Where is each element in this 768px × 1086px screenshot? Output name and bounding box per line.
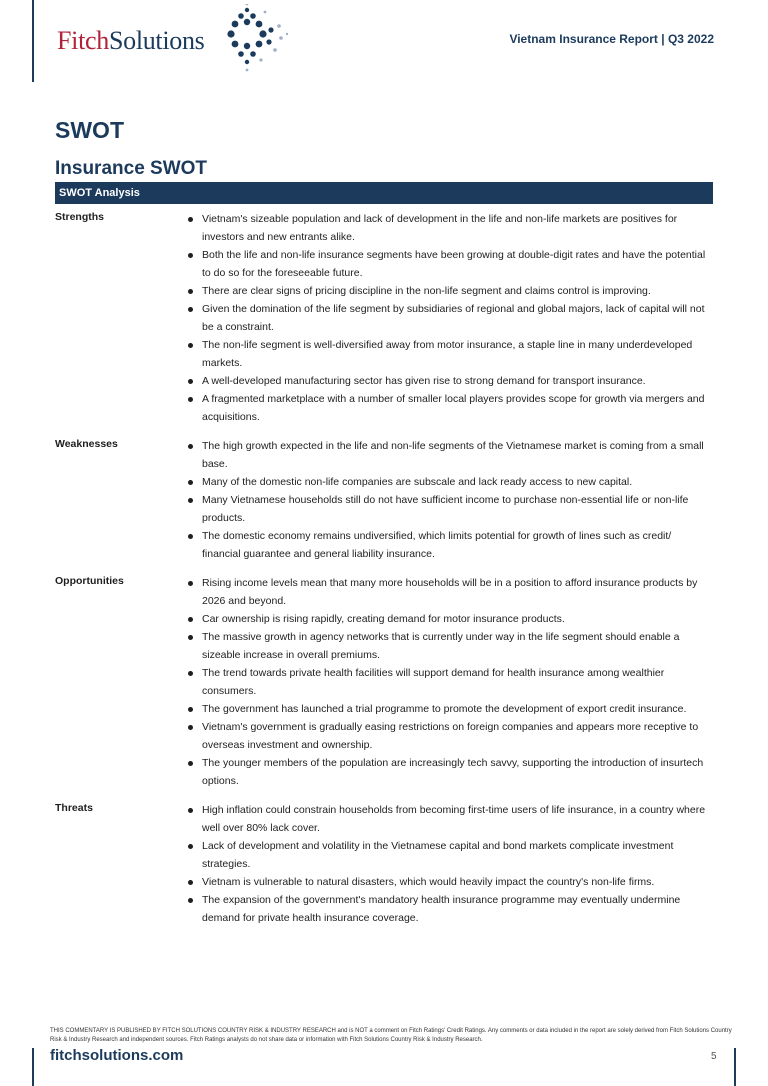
bullet-list xyxy=(187,574,707,790)
bullet-item xyxy=(187,610,707,628)
bullet-text: A fragmented marketplace with a number of smaller local players provides scope for growth via mergers and acquisitions. xyxy=(202,393,705,423)
bullet-text: Both the life and non-life insurance segments have been growing at double-digit rates and have the potential to do so for the foreseeable future. xyxy=(202,249,706,279)
bullet-item xyxy=(187,574,707,610)
left-edge-rule-top xyxy=(32,0,34,82)
dot-cluster-icon xyxy=(207,4,297,84)
swot-section-strengths xyxy=(55,210,715,426)
bullet-list xyxy=(187,437,707,563)
bullet-item xyxy=(187,837,707,873)
bullet-text: Lack of development and volatility in the Vietnamese capital and bond markets complicate investment strategies. xyxy=(202,840,674,870)
bullet-text: Vietnam's government is gradually easing restrictions on foreign companies and appears more receptive to overseas investment and ownership. xyxy=(202,721,699,751)
bullet-item xyxy=(187,473,707,491)
logo-solutions-text: Solutions xyxy=(108,26,205,55)
section-label: Opportunities xyxy=(55,575,124,587)
bullet-text: The non-life segment is well-diversified away from motor insurance, a staple line in many underdeveloped markets. xyxy=(202,339,693,369)
section-title: Insurance SWOT xyxy=(55,158,208,179)
bullet-item xyxy=(187,300,707,336)
bullet-item xyxy=(187,336,707,372)
bullet-item xyxy=(187,664,707,700)
bullet-list xyxy=(187,801,707,927)
bullet-text: The expansion of the government's mandatory health insurance programme may eventually undermine demand for private health insurance coverage. xyxy=(202,894,681,924)
bullet-text: The high growth expected in the life and non-life segments of the Vietnamese market is coming from a small base. xyxy=(202,440,704,470)
bullet-text: A well-developed manufacturing sector has given rise to strong demand for transport insurance. xyxy=(202,375,646,387)
bullet-item xyxy=(187,873,707,891)
bullet-text: Car ownership is rising rapidly, creating demand for motor insurance products. xyxy=(202,613,565,625)
bullet-text: The domestic economy remains undiversified, which limits potential for growth of lines such as credit/ financial guarantee and general liability insurance. xyxy=(202,530,672,560)
bullet-item xyxy=(187,437,707,473)
bullet-text: Many Vietnamese households still do not have sufficient income to purchase non-essential life or non-life products. xyxy=(202,494,689,524)
swot-section-opportunities xyxy=(55,574,715,790)
bullet-item xyxy=(187,718,707,754)
swot-section-weaknesses xyxy=(55,437,715,563)
bullet-item xyxy=(187,754,707,790)
bullet-item xyxy=(187,246,707,282)
bullet-item xyxy=(187,210,707,246)
logo-fitch-text: Fitch xyxy=(57,26,109,55)
left-edge-rule-bottom xyxy=(32,1048,34,1086)
disclaimer: THIS COMMENTARY IS PUBLISHED BY FITCH SOLUTIONS COUNTRY RISK & INDUSTRY RESEARCH and is NOT a comment on Fitch Ratings' Credit Ratings. Any comments or data included in the report are solely derived from Fitch Solutions Country Risk & Industry Research and independent sources. Fitch Ratings analysts do not share data or information with Fitch Solutions Country Risk & Industry Research. xyxy=(50,1028,732,1043)
bullet-item xyxy=(187,372,707,390)
bullet-item xyxy=(187,700,707,718)
swot-section-threats xyxy=(55,801,715,927)
bullet-text: High inflation could constrain households from becoming first-time users of life insurance, in a country where well over 80% lack cover. xyxy=(202,804,706,834)
logo-wordmark xyxy=(57,26,205,56)
swot-sections xyxy=(55,210,715,938)
bullet-item xyxy=(187,801,707,837)
swot-analysis-header: SWOT Analysis xyxy=(55,182,713,204)
report-title: Vietnam Insurance Report | Q3 2022 xyxy=(509,32,714,46)
bullet-item xyxy=(187,282,707,300)
bullet-list xyxy=(187,210,707,426)
page-number: 5 xyxy=(711,1051,717,1062)
bullet-text: There are clear signs of pricing discipline in the non-life segment and claims control is improving. xyxy=(202,285,651,297)
bullet-item xyxy=(187,527,707,563)
bullet-text: Vietnam's sizeable population and lack of development in the life and non-life markets are positives for investors and new entrants alike. xyxy=(202,213,678,243)
right-edge-rule-bottom xyxy=(734,1048,736,1086)
bullet-text: The massive growth in agency networks that is currently under way in the life segment should enable a sizeable increase in overall premiums. xyxy=(202,631,680,661)
bullet-item xyxy=(187,491,707,527)
section-label: Threats xyxy=(55,802,93,814)
bullet-text: Given the domination of the life segment by subsidiaries of regional and global majors, lack of capital will not be a constraint. xyxy=(202,303,705,333)
bullet-item xyxy=(187,390,707,426)
bullet-text: Vietnam is vulnerable to natural disasters, which would heavily impact the country's non-life firms. xyxy=(202,876,655,888)
bullet-text: The trend towards private health facilities will support demand for health insurance among wealthier consumers. xyxy=(202,667,665,697)
bullet-text: The government has launched a trial programme to promote the development of export credit insurance. xyxy=(202,703,687,715)
bullet-text: Many of the domestic non-life companies are subscale and lack ready access to new capital. xyxy=(202,476,633,488)
section-label: Strengths xyxy=(55,211,105,223)
bullet-item xyxy=(187,891,707,927)
bullet-text: The younger members of the population are increasingly tech savvy, supporting the introduction of insurtech options. xyxy=(202,757,704,787)
bullet-item xyxy=(187,628,707,664)
page-title: SWOT xyxy=(55,117,124,143)
bullet-text: Rising income levels mean that many more households will be in a position to afford insurance products by 2026 and beyond. xyxy=(202,577,698,607)
site-link[interactable]: fitchsolutions.com xyxy=(50,1047,184,1064)
section-label: Weaknesses xyxy=(55,438,118,450)
